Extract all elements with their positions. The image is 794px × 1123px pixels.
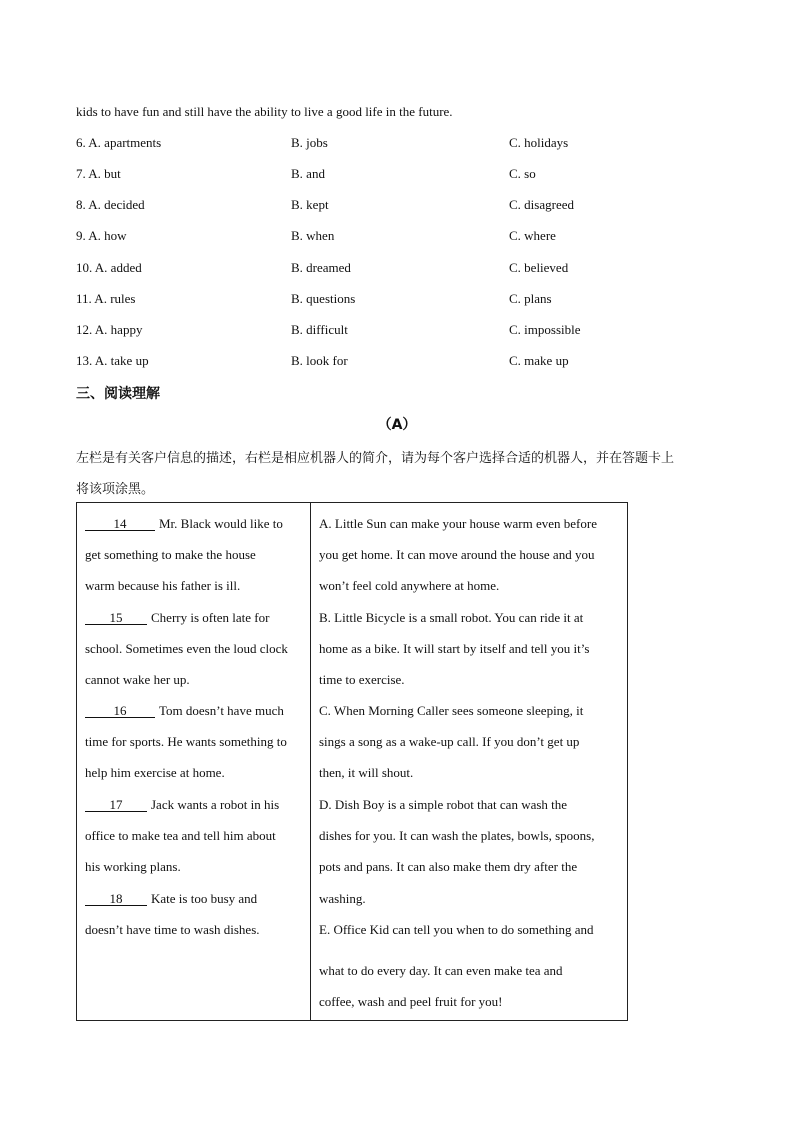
customer-item-18	[85, 891, 257, 907]
option-a: 8. A. decided	[76, 197, 145, 212]
item-text: Mr. Black would like to	[159, 516, 283, 531]
robot-desc-line: pots and pans. It can also make them dry after the	[319, 859, 578, 874]
matching-table	[76, 502, 628, 1021]
robot-desc-line: coffee, wash and peel fruit for you!	[319, 994, 503, 1009]
item-text: doesn’t have time to wash dishes.	[85, 922, 260, 937]
customer-item-16	[85, 703, 284, 719]
robot-desc-line: sings a song as a wake-up call. If you don’t get up	[319, 734, 580, 749]
option-row	[76, 166, 716, 186]
robot-desc-line: then, it will shout.	[319, 765, 414, 780]
robot-desc-line: C. When Morning Caller sees someone sleeping, it	[319, 703, 584, 718]
item-text: Jack wants a robot in his	[151, 797, 280, 812]
option-row	[76, 197, 716, 217]
answer-blank[interactable]: 14	[85, 517, 155, 531]
customer-item-14	[85, 516, 283, 532]
option-b: B. questions	[291, 291, 356, 306]
robot-desc-line: dishes for you. It can wash the plates, bowls, spoons,	[319, 828, 595, 843]
option-a: 7. A. but	[76, 166, 121, 181]
subsection-title: （A）	[377, 417, 417, 433]
item-text: his working plans.	[85, 859, 181, 874]
column-divider	[310, 503, 311, 1020]
option-c: C. plans	[509, 291, 552, 306]
answer-blank[interactable]: 15	[85, 611, 147, 625]
robot-desc-line: washing.	[319, 891, 366, 906]
robot-desc-line: what to do every day. It can even make tea and	[319, 963, 563, 978]
option-b: B. look for	[291, 353, 348, 368]
answer-blank[interactable]: 16	[85, 704, 155, 718]
option-c: C. holidays	[509, 135, 569, 150]
item-text: office to make tea and tell him about	[85, 828, 276, 843]
option-a: 6. A. apartments	[76, 135, 162, 150]
robot-desc-line: D. Dish Boy is a simple robot that can wash the	[319, 797, 568, 812]
section-title: 三、阅读理解	[76, 386, 160, 402]
item-text: help him exercise at home.	[85, 765, 225, 780]
option-c: C. disagreed	[509, 197, 574, 212]
option-c: C. so	[509, 166, 536, 181]
option-b: B. jobs	[291, 135, 328, 150]
option-a: 11. A. rules	[76, 291, 136, 306]
option-row	[76, 291, 716, 311]
instructions-line-2: 将该项涂黑。	[76, 482, 155, 497]
option-row	[76, 322, 716, 342]
option-b: B. difficult	[291, 322, 348, 337]
robot-desc-line: time to exercise.	[319, 672, 405, 687]
item-text: Cherry is often late for	[151, 610, 270, 625]
option-c: C. make up	[509, 353, 569, 368]
option-c: C. where	[509, 228, 556, 243]
robot-desc-line: B. Little Bicycle is a small robot. You can ride it at	[319, 610, 584, 625]
option-b: B. dreamed	[291, 260, 351, 275]
robot-desc-line: E. Office Kid can tell you when to do something and	[319, 922, 594, 937]
option-b: B. and	[291, 166, 325, 181]
item-text: cannot wake her up.	[85, 672, 190, 687]
option-b: B. kept	[291, 197, 329, 212]
option-c: C. believed	[509, 260, 569, 275]
answer-blank[interactable]: 18	[85, 892, 147, 906]
item-text: get something to make the house	[85, 547, 256, 562]
option-a: 13. A. take up	[76, 353, 149, 368]
option-c: C. impossible	[509, 322, 581, 337]
robot-desc-line: won’t feel cold anywhere at home.	[319, 578, 500, 593]
option-row	[76, 135, 716, 155]
item-text: Tom doesn’t have much	[159, 703, 284, 718]
robot-desc-line: A. Little Sun can make your house warm even before	[319, 516, 597, 531]
option-row	[76, 260, 716, 280]
item-text: time for sports. He wants something to	[85, 734, 287, 749]
option-a: 10. A. added	[76, 260, 142, 275]
item-text: Kate is too busy and	[151, 891, 258, 906]
intro-line: kids to have fun and still have the ability to live a good life in the future.	[76, 104, 453, 119]
option-row	[76, 353, 716, 373]
answer-blank[interactable]: 17	[85, 798, 147, 812]
item-text: warm because his father is ill.	[85, 578, 241, 593]
customer-item-15	[85, 610, 269, 626]
robot-desc-line: home as a bike. It will start by itself and tell you it’s	[319, 641, 590, 656]
robot-desc-line: you get home. It can move around the house and you	[319, 547, 595, 562]
option-b: B. when	[291, 228, 335, 243]
customer-item-17	[85, 797, 279, 813]
instructions-line-1: 左栏是有关客户信息的描述，右栏是相应机器人的简介，请为每个客户选择合适的机器人，并在答题卡上	[76, 451, 675, 466]
item-text: school. Sometimes even the loud clock	[85, 641, 288, 656]
option-a: 9. A. how	[76, 228, 127, 243]
option-a: 12. A. happy	[76, 322, 143, 337]
option-row	[76, 228, 716, 248]
